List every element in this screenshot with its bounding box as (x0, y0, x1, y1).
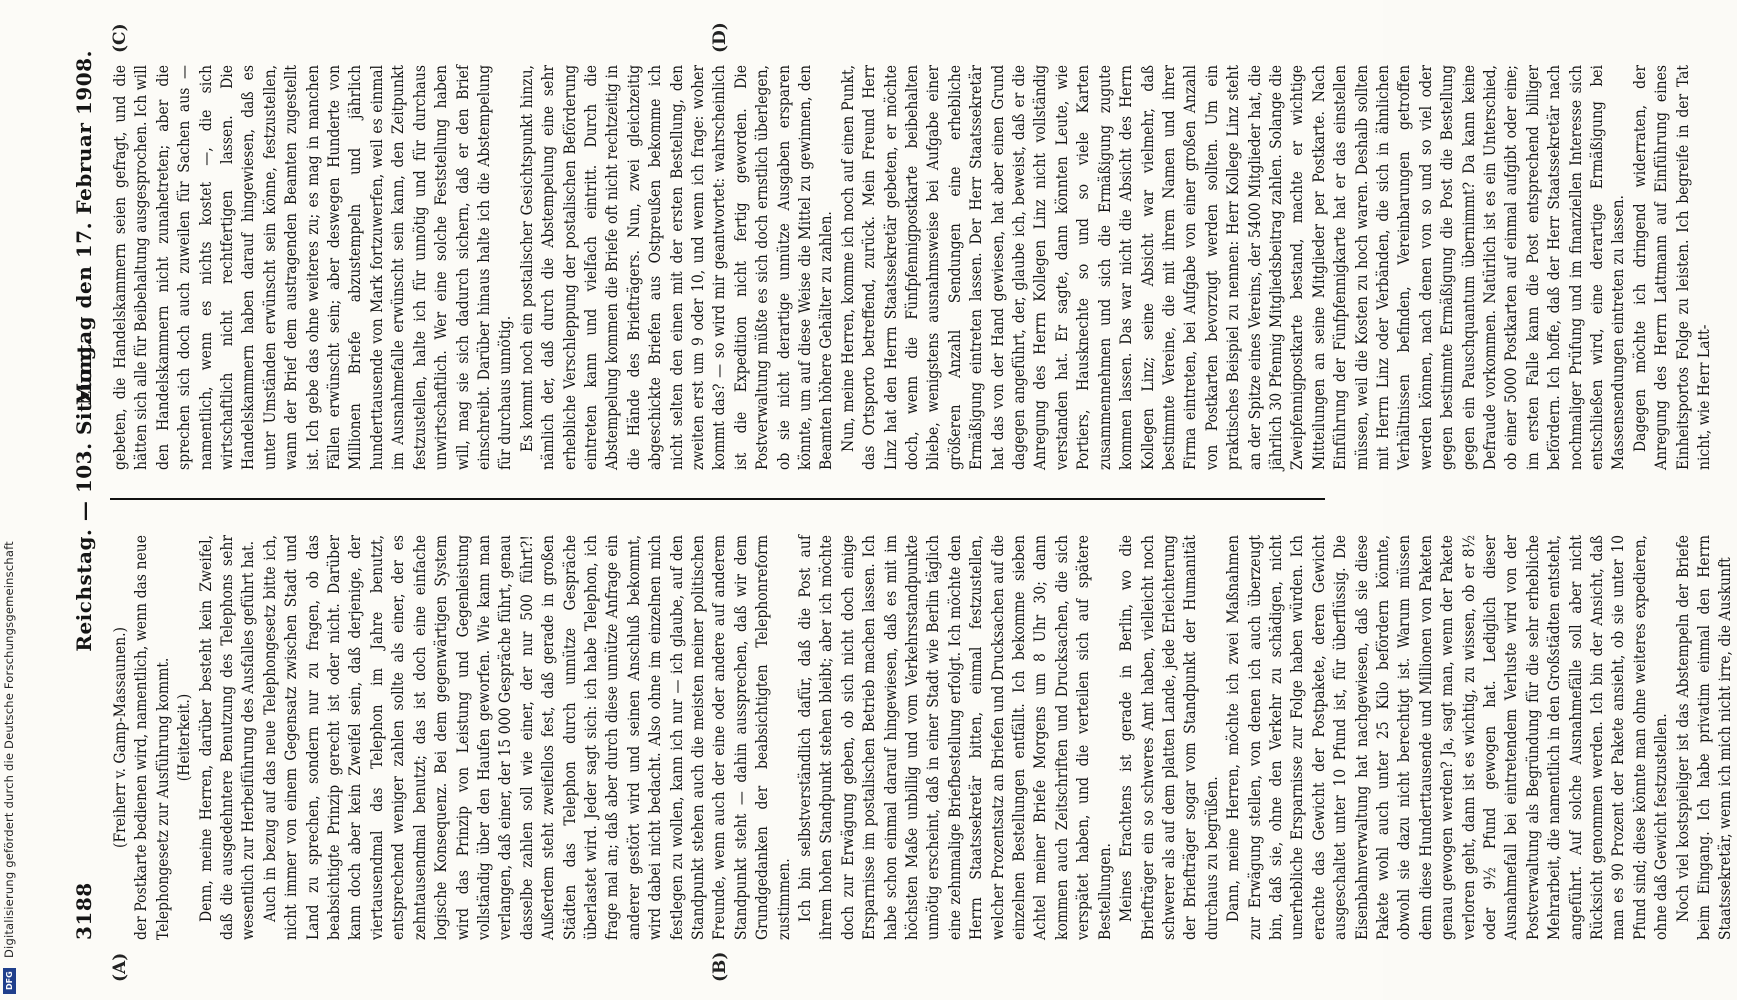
margin-marker-c: (C) (110, 23, 130, 53)
column-divider (110, 498, 1325, 500)
margin-marker-d: (D) (710, 22, 730, 53)
dfg-logo: DFG (3, 968, 16, 994)
paragraph: der Postkarte bedienen wird, namentlich, wenn das neue Telephongesetz zur Ausführung kommt. (132, 535, 172, 940)
paragraph: (Freiherr v. Gamp-Massaunen.) (111, 627, 129, 848)
paragraph: Es kommt noch ein postalischer Gesichtspunkt hinzu, nämlich der, daß durch die Abstempelung eine sehr erhebliche Verschleppung der postalischen Beförderung eintreten kann und vielfach eintritt. Durch die Abstempelung kommen die Briefe oft nicht rechtzeitig in die Hände des Briefträgers. Nun, zwei gleichzeitig abgeschickte Briefen aus Ostpreußen bekomme ich nicht selten den einen mit der ersten Bestellung, den zweiten erst um 9 oder 10, und wenn ich frage: woher kommt das? — so wird mir geantwortet: wahrscheinlich ist die Expedition nicht fertig geworden. Die Postverwaltung müßte es sich doch ernstlich überlegen, ob sie nicht derartige unnütze Ausgaben ersparen könnte, um auf diese Weise die Mittel zu gewinnen, den Beamten höhere Gehälter zu zahlen. (517, 65, 836, 470)
paragraph: Dagegen möchte ich dringend widerraten, der Anregung des Herrn Lattmann auf Einführung eines Einheitsportos Folge zu leisten. Ich begreife in der Tat nicht, wie Herr Latt- (1630, 65, 1714, 470)
page-title: Reichstag. — 103. Sitzung. (72, 338, 96, 652)
paragraph: Nun, meine Herren, komme ich noch auf einen Punkt, das Ortsporto betreffend, zurück. Mein Freund Herr Linz hat den Herrn Staatssekretär gebeten, er möchte doch, wenn die Fünfpfennigpostkarte beibehalten bliebe, wenigstens ausnahmsweise bei Aufgabe einer größeren Anzahl Sendungen eine erhebliche Ermäßigung eintreten lassen. Der Herr Staatssekretär hat das von der Hand gewiesen, hat aber einen Grund dagegen angeführt, der, glaube ich, beweist, daß er die Anregung des Herrn Kollegen Linz nicht vollständig verstanden hat. Er sagte, dann könnten Leute, wie Portiers, Hausknechte so und so viele Karten zusammennehmen und sich die Ermäßigung zugute kommen lassen. Das war nicht die Absicht des Herrn Kollegen Linz; seine Absicht war vielmehr, daß bestimmte Vereine, die mit ihrem Namen und ihrer Firma eintreten, bei Aufgabe von einer großen Anzahl von Postkarten bevorzugt werden sollten. Um ein praktisches Beispiel zu nennen: Herr Kollege Linz steht an der Spitze eines Vereins, der 5400 Mitglieder hat, die jährlich 30 Pfennig Mitgliedsbeitrag zahlen. Solange die Zweipfennigpostkarte bestand, machte er wichtige Mitteilungen an seine Mitglieder per Postkarte. Nach Einführung der Fünfpfennigkarte hat er das einstellen müssen, weil die Kosten zu hoch waren. Deshalb sollten mit Herrn Linz oder Verbänden, die sich in ähnlichen Verhältnissen befinden, Vereinbarungen getroffen werden können, nach denen von so und so viel oder gegen bestimmte Ermäßigung die Post die Bestellung gegen ein Pauschquantum übernimmt? Da kann keine Defraude vorkommen. Natürlich ist es ein Unterschied, ob einer 5000 Postkarten auf einmal aufgibt oder eine; im ersten Falle kann die Post entsprechend billiger befördern. Ich hoffe, daß der Herr Staatssekretär nach nochmaliger Prüfung und im finanziellen Interesse sich entschließen wird, eine derartige Ermäßigung bei Massensendungen eintreten zu lassen. (838, 65, 1628, 470)
left-column (110, 535, 1737, 940)
page-date: Montag den 17. Februar 1908. (72, 50, 96, 406)
paragraph: Dann, meine Herren, möchte ich zwei Maßnahmen zur Erwägung stellen, von denen ich auch überzeugt bin, daß sie, ohne den Verkehr zu schädigen, nicht unerhebliche Ersparnisse zur Folge haben würden. Ich erachte das Gewicht der Postpakete, deren Gewicht ausgeschaltet unter 10 Pfund ist, für überflüssig. Die Eisenbahnverwaltung hat nachgewiesen, daß sie diese Pakete wohl auch unter 25 Kilo befördern könnte, obwohl sie dazu nicht berechtigt ist. Warum müssen denn diese Hunderttausende und Millionen von Paketen genau gewogen werden? Ja, sagt man, wenn der Pakete verloren geht, dann ist es wichtig, zu wissen, ob er 8½ oder 9½ Pfund gewogen hat. Lediglich dieser Ausnahmefall bei eintretendem Verluste wird von der Postverwaltung als Begründung für die sehr erhebliche Mehrarbeit, die namentlich in den Großstädten entsteht, angeführt. Auf solche Ausnahmefälle soll aber nicht Rücksicht genommen werden. Ich bin der Ansicht, daß man es 90 Prozent der Pakete ansieht, ob sie unter 10 Pfund sind; diese könnte man ohne weiteres expedieren, ohne daß Gewicht festzustellen. (1224, 535, 1671, 940)
margin-marker-a: (A) (110, 952, 130, 982)
margin-marker-b: (B) (710, 951, 730, 982)
rotated-page-frame (70, 22, 1735, 982)
digitization-credit: Digitalisierung gefördert durch die Deutsche Forschungsgemeinschaft (2, 541, 16, 958)
paragraph: Denn, meine Herren, darüber besteht kein Zweifel, daß die ausgedehntere Benutzung des Telephons sehr wesentlich zur Herbeiführung des Ausfalles geführt hat. (196, 535, 258, 940)
page-header (70, 50, 104, 940)
paragraph: Meines Erachtens ist gerade in Berlin, wo die Briefträger ein so schweres Amt haben, vielleicht noch schwerer als auf dem platten Lande, jede Erleichterung der Briefträger sogar vom Standpunkt der Humanität durchaus zu begrüßen. (1117, 535, 1221, 940)
paragraph: Auch in bezug auf das neue Telephongesetz bitte ich, nicht immer von einem Gegensatz zwischen Stadt und Land zu sprechen, sondern nur zu fragen, ob das beabsichtigte Prinzip gerecht ist oder nicht. Darüber kann doch aber kein Zweifel sein, daß derjenige, der viertausendmal das Telephon im Jahre benutzt, entsprechend weniger zahlen sollte als einer, der es zehntausendmal benutzt; das ist doch eine einfache logische Konsequenz. Bei dem gegenwärtigen System wird das Prinzip von Leistung und Gegenleistung vollständig über den Haufen geworfen. Wie kann man verlangen, daß einer, der 15 000 Gespräche führt, genau dasselbe zahlen soll wie einer, der nur 500 führt?! Außerdem steht zweifellos fest, daß gerade in großen Städten das Telephon durch unnütze Gespräche überlastet wird. Jeder sagt sich: ich habe Telephon, ich frage mal an; daß aber durch diese unnütze Anfrage ein anderer gestört wird und seinen Anschluß bekommt, wird dabei nicht bedacht. Also ohne im einzelnen mich festlegen zu wollen, kann ich nur — ich glaube, auf den Standpunkt stehen auch die meisten meiner politischen Freunde, wenn auch der eine oder andere auf anderem Standpunkt steht — dahin aussprechen, daß wir dem Grundgedanken der beabsichtigten Telephonreform zustimmen. (260, 535, 793, 940)
paragraph: Noch viel kostspieliger ist das Abstempeln der Briefe beim Eingang. Ich habe privatim einmal den Herrn Staatssekretär, wenn ich mich nicht irre, die Auskunft (1673, 535, 1735, 940)
right-column (110, 65, 1715, 470)
page-number: 3188 (72, 882, 96, 940)
paragraph: gebeten, die Handelskammern seien gefragt, und die hätten sich alle für Beibehaltung ausgesprochen. Ich will den Handelskammern nicht zunahetreten; aber die sprechen sich doch auch zuweilen für Sachen aus — namentlich, wenn es nichts kostet —, die sich wirtschaftlich nicht rechtfertigen lassen. Die Handelskammern haben darauf hingewiesen, daß es unter Umständen erwünscht sein könne, festzustellen, wann der Brief dem austragenden Beamten zugestellt ist. Ich gebe das ohne weiteres zu; es mag in manchen Fällen erwünscht sein; aber deswegen Hunderte von Millionen Briefe abzustempeln und jährlich hunderttausende von Mark fortzuwerfen, weil es einmal im Ausnahmefalle erwünscht sein kann, den Zeitpunkt festzustellen, halte ich für unnötig und für durchaus unwirtschaftlich. Wer eine solche Feststellung haben will, mag sie sich dadurch sichern, daß er den Brief einschreibt. Darüber hinaus halte ich die Abstempelung für durchaus unnötig. (111, 65, 515, 470)
paragraph: Ich bin selbstverständlich dafür, daß die Post auf ihrem hohen Standpunkt stehen bleibt; aber ich möchte doch zur Erwägung geben, ob sich nicht doch einige Ersparnisse im postalischen Betrieb machen lassen. Ich habe schon einmal darauf hingewiesen, daß es mit im höchsten Maße unbillig und vom Verkehrsstandpunkte unnötig erscheint, daß in einer Stadt wie Berlin täglich eine zehnmalige Briefbestellung erfolgt. Ich möchte den Herrn Staatssekretär bitten, einmal festzustellen, welcher Prozentsatz an Briefen und Drucksachen auf die einzelnen Bestellungen entfällt. Ich bekomme sieben Achtel meiner Briefe Morgens um 8 Uhr 30; dann kommen auch Zeitschriften und Drucksachen, die sich verspätet haben, und die verteilen sich auf spätere Bestellungen. (796, 535, 1114, 940)
paragraph: (Heiterkeit.) (175, 693, 194, 782)
